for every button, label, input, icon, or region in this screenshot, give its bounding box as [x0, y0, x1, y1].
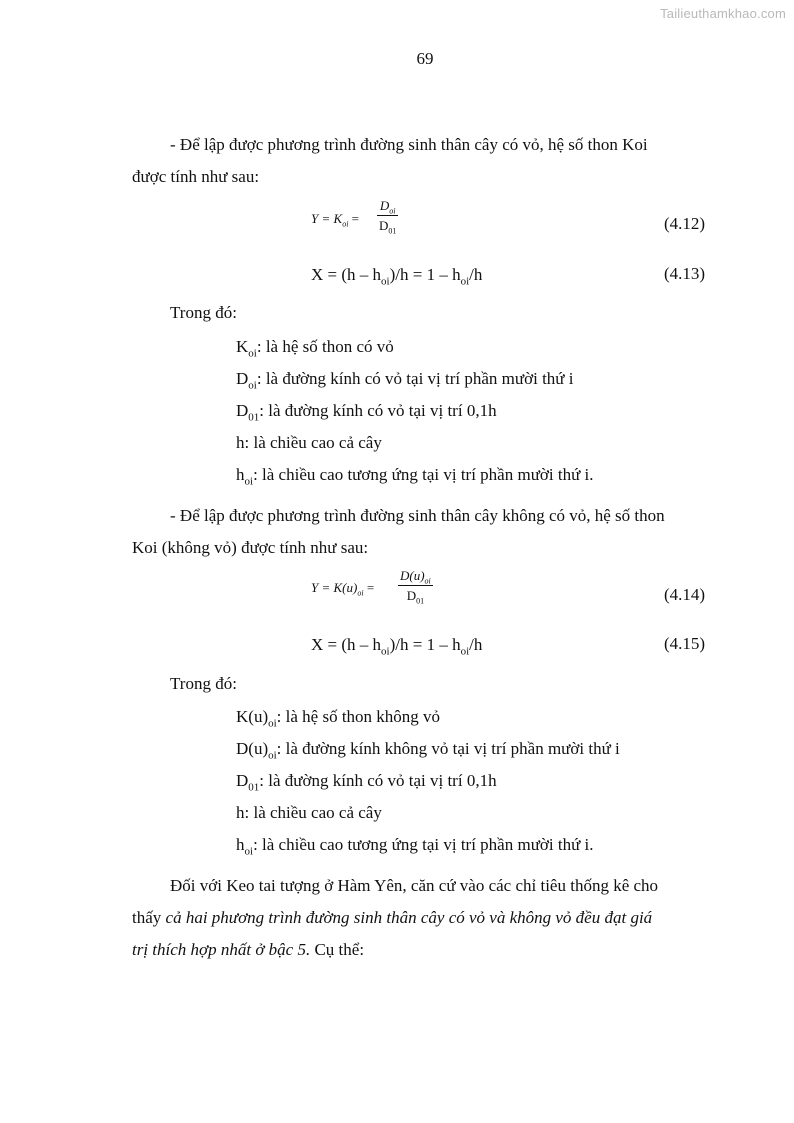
equation-4-14-fraction: $D(u)_{oi}$ $D_{01}$ [400, 568, 431, 606]
page-number: 69 [416, 49, 434, 68]
paragraph-1-line-1: - Để lập được phương trình đường sinh thân cây có vỏ, hệ số thon Koi [170, 135, 648, 154]
equation-number-4-14: (4.14) [664, 585, 706, 604]
definition-2-1: $K(u)_{oi}$: là hệ số thon không vỏ [236, 707, 441, 730]
definition-2-4: h: là chiều cao cả cây [236, 803, 382, 822]
definition-1-5: $h_{oi}$: là chiều cao tương ứng tại vị trí phần mười thứ i. [236, 465, 594, 488]
equation-4-12-lhs: $Y = K_{oi}$ = [311, 211, 360, 229]
equation-number-4-15: (4.15) [664, 634, 706, 653]
equation-4-15: $X = (h - h_{oi})/h = 1 - h_{oi}/h$ [311, 635, 483, 658]
where-label-2: Trong đó: [170, 674, 237, 693]
paragraph-2-line-2: Koi (không vỏ) được tính như sau: [132, 538, 369, 557]
where-label-1: Trong đó: [170, 303, 237, 322]
equation-4-13: $X = (h - h_{oi})/h = 1 - h_{oi}/h$ [311, 265, 483, 288]
definition-1-4: h: là chiều cao cả cây [236, 433, 382, 452]
equation-4-14-lhs: $Y = K(u)_{oi}$ = [311, 580, 375, 598]
paragraph-1-line-2: được tính như sau: [132, 167, 260, 186]
equation-4-12-fraction: $D_{oi}$ $D_{01}$ [379, 198, 397, 236]
paragraph-3-line-1: Đối với Keo tai tượng ở Hàm Yên, căn cứ vào các chỉ tiêu thống kê cho [170, 876, 659, 895]
paragraph-2-line-1: - Để lập được phương trình đường sinh thân cây không có vỏ, hệ số thon [170, 506, 665, 525]
definition-1-2: $D_{oi}$: là đường kính có vỏ tại vị trí phần mười thứ i [236, 369, 574, 392]
equation-number-4-12: (4.12) [664, 214, 706, 233]
definition-1-3: $D_{01}$: là đường kính có vỏ tại vị trí 0,1h [236, 401, 497, 424]
paragraph-3-line-2: thấy cả hai phương trình đường sinh thân cây có vỏ và không vỏ đều đạt giá [132, 908, 653, 927]
paragraph-3-line-3: trị thích hợp nhất ở bậc 5. Cụ thể: [132, 940, 365, 959]
definition-1-1: $K_{oi}$: là hệ số thon có vỏ [236, 337, 394, 360]
equation-number-4-13: (4.13) [664, 264, 706, 283]
definition-2-5: $h_{oi}$: là chiều cao tương ứng tại vị trí phần mười thứ i. [236, 835, 594, 858]
definition-2-2: $D(u)_{oi}$: là đường kính không vỏ tại vị trí phần mười thứ i [236, 739, 620, 762]
watermark: Tailieuthamkhao.com [660, 6, 786, 21]
definition-2-3: $D_{01}$: là đường kính có vỏ tại vị trí 0,1h [236, 771, 497, 794]
